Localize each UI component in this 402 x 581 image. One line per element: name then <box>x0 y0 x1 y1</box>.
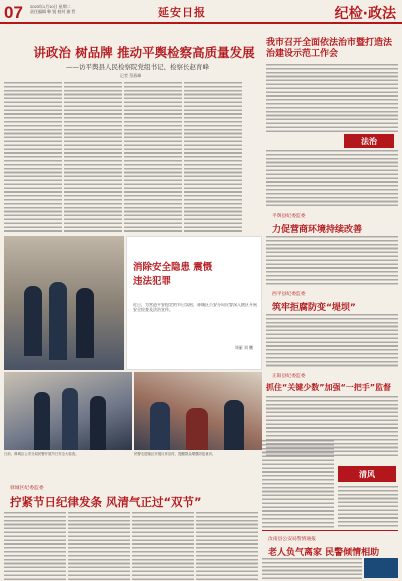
kicker-3: 正阳县纪委监委 <box>272 374 306 379</box>
bottom-text-col3 <box>132 512 194 580</box>
overlay-title: 消除安全隐患 震慑违法犯罪 <box>133 262 213 287</box>
page-header <box>0 0 402 24</box>
caption-right: 民警走进辖区开展反诈宣传，提醒群众增强防范意识。 <box>134 452 216 456</box>
kicker-1: 平舆县纪委监委 <box>272 214 306 219</box>
headline-3: 抓住“关键少数”加强“一把手”监督 <box>266 383 392 392</box>
bottom-text-col2 <box>68 512 130 580</box>
caption-left: 日前，驿城区公安分局民警开展节日安全大检查。 <box>4 452 79 456</box>
bottom-text-col1 <box>4 512 66 580</box>
photo-inspection <box>4 372 132 450</box>
bottom-text-col4 <box>196 512 258 580</box>
lead-title: 讲政治 树品牌 推动平舆检察高质量发展 <box>33 45 255 60</box>
photo-fraud-prevention <box>134 372 262 450</box>
headline-2: 筑牢拒腐防变“堤坝” <box>272 303 356 313</box>
editor-line: 责任编辑 韩 锐 校对 曲 哲 <box>30 9 76 15</box>
divider <box>262 530 398 531</box>
photo-police-left <box>4 236 124 370</box>
article-3-more <box>262 440 334 528</box>
lead-text-col1 <box>4 82 62 232</box>
article-1-text <box>266 236 398 286</box>
kicker-4: 汝南县公安局警情通报 <box>268 537 316 542</box>
lead-subtitle: ——访平舆县人民检察院党组书记、检察长赵育峰 <box>66 63 209 71</box>
kicker-2: 西平县纪委监委 <box>272 292 306 297</box>
clean-badge: 清风 <box>338 466 396 482</box>
lead-text-col3 <box>124 82 182 232</box>
barcode-logo <box>364 558 398 578</box>
article-4-text <box>262 558 362 580</box>
photo-overlay-panel <box>126 236 262 370</box>
overlay-byline: 刘丽 刘 鹏 <box>234 345 253 350</box>
lead-text-col4 <box>184 82 242 232</box>
lead-text-col2 <box>64 82 122 232</box>
right-top-text2 <box>266 150 398 208</box>
section-title: 纪检·政法 <box>334 6 396 22</box>
article-3-more2 <box>338 486 398 528</box>
date-info <box>30 4 76 14</box>
overlay-caption: 近日，为营造平安稳定的节日氛围，驿城区公安分局民警深入辖区开展安全检查及法治宣传。 <box>133 303 257 312</box>
newspaper-logo: 延安日报 <box>158 6 206 19</box>
headline-1: 力促营商环境持续改善 <box>272 225 363 235</box>
right-top-title: 我市召开全面依法治市暨打造法治建设示范工作会 <box>266 38 393 59</box>
bottom-title: 拧紧节日纪律发条 风清气正过“双节” <box>10 495 202 509</box>
right-top-text <box>266 64 398 132</box>
article-2-text <box>266 314 398 368</box>
date-line: 2023年1月10日 星期二 <box>30 4 71 9</box>
law-badge: 法治 <box>344 134 394 148</box>
headline-4: 老人负气离家 民警倾情相助 <box>268 548 380 558</box>
page-number: 07 <box>4 3 23 22</box>
lead-byline: 记者 蔡燕峰 <box>120 73 142 78</box>
bottom-kicker: 驿城区纪委监委 <box>10 486 44 491</box>
